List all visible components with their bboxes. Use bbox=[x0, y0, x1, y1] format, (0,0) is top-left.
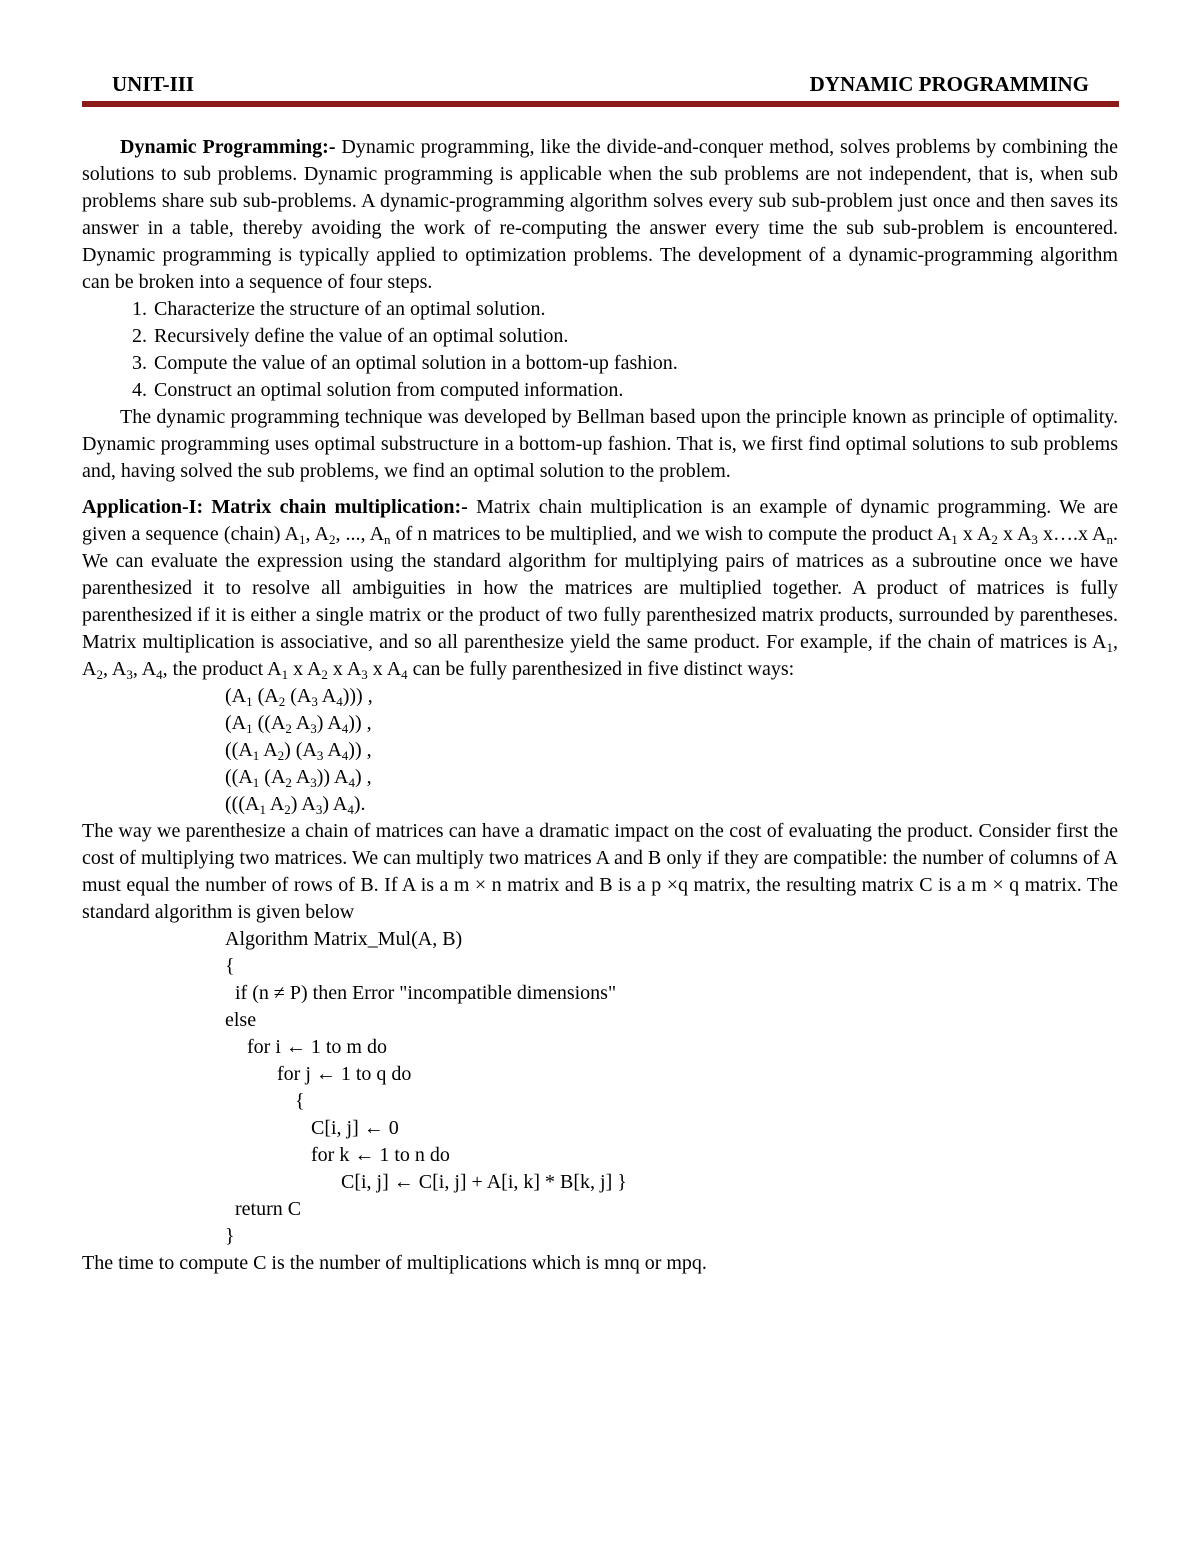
list-item: (($A_1$ $A_2$) ($A_3$ $A_4$)) , bbox=[225, 739, 372, 763]
code-line: Algorithm Matrix_Mul(A, B) bbox=[225, 928, 463, 950]
steps-list bbox=[82, 296, 1118, 404]
code-line: for k ← 1 to n do bbox=[311, 1144, 450, 1166]
code-line: for i ← 1 to m do bbox=[247, 1036, 387, 1058]
intro-paragraph bbox=[82, 134, 1118, 296]
code-line: if (n ≠ P) then Error "incompatible dimensions" bbox=[235, 982, 617, 1004]
list-item: ($A_1$ (($A_2$ $A_3$) $A_4$)) , bbox=[225, 712, 372, 736]
unit-label: UNIT-III bbox=[112, 72, 195, 96]
list-item: 1. Characterize the structure of an optimal solution. bbox=[152, 296, 1118, 323]
parenthesization-list bbox=[225, 683, 1118, 818]
list-item: ((($A_1$ $A_2$) $A_3$) $A_4$). bbox=[225, 793, 366, 817]
application-text: Matrix chain multiplication is an example of dynamic programming. We are given a sequence (chain) $A_1$, $A_2$, ..., $A_n$ of n matrices to be multiplied, and we wish to compute the product $A_1$ x $A_2$ x $A_3$ x….x $A_n$. We can evaluate the expression using the standard algorithm for multiplying pairs of matrices as a subroutine once we have parenthesized it to resolve all ambiguities in how the matrices are multiplied together. A product of matrices is fully parenthesized if it is either a single matrix or the product of two fully parenthesized matrix products, surrounded by parentheses. Matrix multiplication is associative, and so all parenthesize yield the same product. For example, if the chain of matrices is $A_1$, $A_2$, $A_3$, $A_4$, the product $A_1$ x $A_2$ x $A_3$ x $A_4$ can be fully parenthesized in five distinct ways: bbox=[82, 496, 1118, 682]
list-item: 2. Recursively define the value of an optimal solution. bbox=[152, 323, 1118, 350]
bellman-paragraph: The dynamic programming technique was developed by Bellman based upon the principle known as principle of optimality. Dynamic programming uses optimal substructure in a bottom-up fashion. That is, we first find optimal solutions to sub problems and, having solved the sub problems, we find an optimal solution to the problem. bbox=[82, 406, 1118, 482]
algorithm-block bbox=[225, 926, 1118, 1250]
conclusion-paragraph: The time to compute C is the number of multiplications which is mnq or mpq. bbox=[82, 1252, 707, 1274]
page-content bbox=[82, 134, 1118, 1277]
code-line: C[i, j] ← 0 bbox=[311, 1117, 399, 1139]
code-line: else bbox=[225, 1009, 257, 1031]
application-heading: Application-I: Matrix chain multiplication:- bbox=[82, 496, 468, 518]
code-line: { bbox=[295, 1090, 305, 1112]
code-line: } bbox=[225, 1225, 235, 1247]
header-rule bbox=[82, 101, 1119, 107]
list-item: ($A_1$ ($A_2$ ($A_3$ $A_4$))) , bbox=[225, 685, 373, 709]
code-line: { bbox=[225, 955, 235, 977]
code-line: C[i, j] ← C[i, j] + A[i, k] * B[k, j] } bbox=[341, 1171, 627, 1193]
application-paragraph bbox=[82, 494, 1118, 683]
code-line: return C bbox=[235, 1198, 302, 1220]
chapter-title: DYNAMIC PROGRAMMING bbox=[809, 72, 1089, 96]
list-item: (($A_1$ ($A_2$ $A_3$)) $A_4$) , bbox=[225, 766, 372, 790]
page-header bbox=[82, 72, 1119, 100]
list-item: 3. Compute the value of an optimal solution in a bottom-up fashion. bbox=[152, 350, 1118, 377]
cost-paragraph: The way we parenthesize a chain of matrices can have a dramatic impact on the cost of evaluating the product. Consider first the cost of multiplying two matrices. We can multiply two matrices A and B only if they are compatible: the number of columns of A must equal the number of rows of B. If A is a m × n matrix and B is a p ×q matrix, the resulting matrix C is a m × q matrix. The standard algorithm is given below bbox=[82, 820, 1118, 923]
intro-heading: Dynamic Programming:- bbox=[120, 136, 336, 158]
list-item: 4. Construct an optimal solution from computed information. bbox=[152, 377, 1118, 404]
intro-text: Dynamic programming, like the divide-and-conquer method, solves problems by combining the solutions to sub problems. Dynamic programming is applicable when the sub problems are not independent, that is, when sub problems share sub sub-problems. A dynamic-programming algorithm solves every sub sub-problem just once and then saves its answer in a table, thereby avoiding the work of re-computing the answer every time the sub sub-problem is encountered. Dynamic programming is typically applied to optimization problems. The development of a dynamic-programming algorithm can be broken into a sequence of four steps. bbox=[82, 136, 1119, 293]
code-line: for j ← 1 to q do bbox=[277, 1063, 412, 1085]
